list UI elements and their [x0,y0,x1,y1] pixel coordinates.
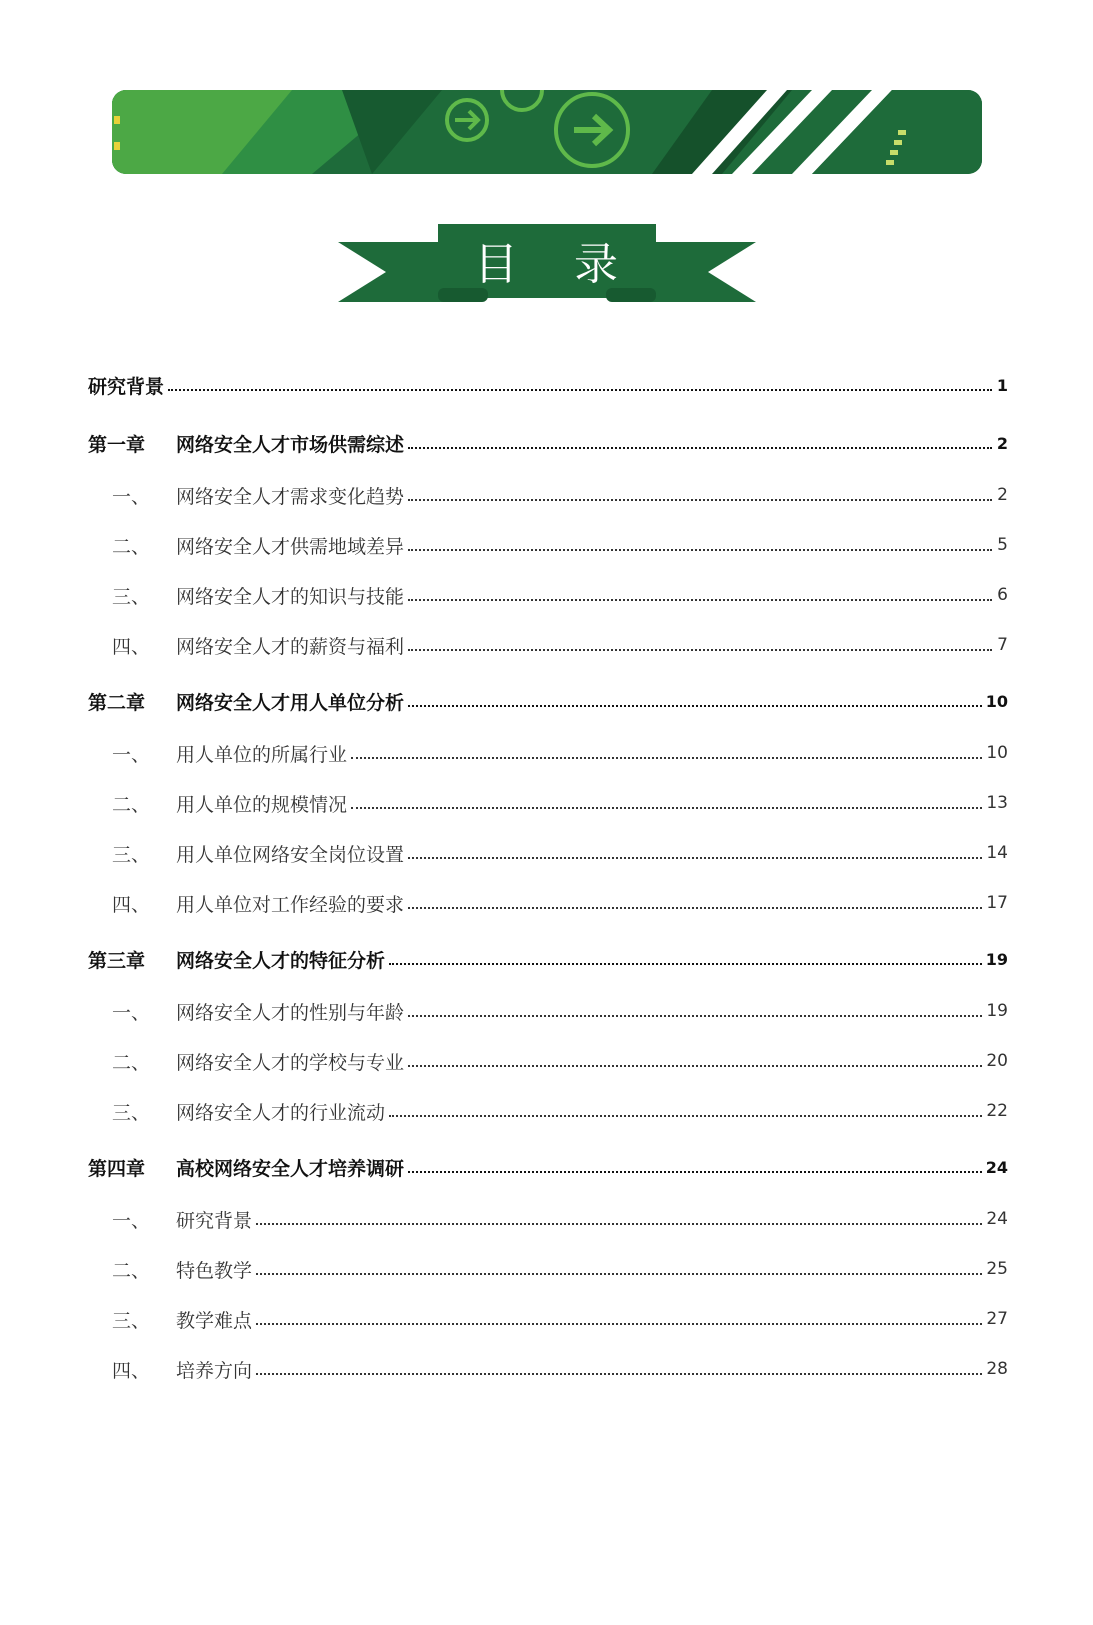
toc-entry-number: 三、 [112,585,151,608]
toc-entry-label: 教学难点 [176,1309,253,1332]
toc-entry-page: 24 [986,1209,1008,1229]
toc-entry-number: 二、 [112,535,151,558]
toc-entry-page: 5 [997,535,1008,555]
toc-entry[interactable] [88,1046,1008,1076]
toc-entry[interactable] [88,1354,1008,1384]
toc-entry[interactable] [88,686,1008,716]
toc-leader-dots [256,1273,982,1275]
toc-entry[interactable] [88,838,1008,868]
toc-entry-number: 第一章 [88,433,146,456]
toc-title-ribbon [338,224,756,312]
toc-entry-number: 二、 [112,793,151,816]
toc-entry-label: 培养方向 [176,1359,253,1382]
toc-entry-page: 1 [996,375,1008,395]
toc-entry-number: 一、 [112,1209,151,1232]
toc-entry[interactable] [88,1204,1008,1234]
toc-entry[interactable] [88,1152,1008,1182]
toc-entry-number: 四、 [112,893,151,916]
toc-entry-number: 一、 [112,485,151,508]
toc-leader-dots [408,907,982,909]
toc-entry-page: 13 [986,793,1008,813]
toc-leader-dots [408,499,992,501]
toc-entry[interactable] [88,1254,1008,1284]
toc-entry[interactable] [88,480,1008,510]
toc-entry-page: 22 [986,1101,1008,1121]
toc-entry-label: 研究背景 [176,1209,253,1232]
toc-entry[interactable] [88,788,1008,818]
toc-entry-number: 二、 [112,1051,151,1074]
toc-entry-number: 第三章 [88,949,146,972]
toc-entry-label: 网络安全人才的知识与技能 [176,585,405,608]
toc-entry-page: 14 [986,843,1008,863]
toc-entry-page: 25 [986,1259,1008,1279]
toc-leader-dots [408,1065,982,1067]
toc-entry-page: 6 [997,585,1008,605]
toc-leader-dots [256,1223,982,1225]
toc-entry[interactable] [88,530,1008,560]
toc-entry-page: 19 [986,1001,1008,1021]
toc-entry[interactable] [88,738,1008,768]
toc-entry-label: 特色教学 [176,1259,253,1282]
toc-entry-label: 用人单位的所属行业 [176,743,348,766]
toc-entry-page: 2 [996,433,1008,453]
toc-entry[interactable] [88,1304,1008,1334]
toc-entry[interactable] [88,888,1008,918]
toc-leader-dots [389,1115,982,1117]
toc-leader-dots [389,963,982,965]
toc-entry-label: 网络安全人才的特征分析 [176,949,386,972]
toc-entry-number: 三、 [112,1309,151,1332]
toc-entry-page: 24 [985,1157,1008,1177]
toc-entry-number: 一、 [112,1001,151,1024]
toc-entry-label: 网络安全人才的性别与年龄 [176,1001,405,1024]
toc-entry-page: 2 [997,485,1008,505]
toc-leader-dots [408,649,992,651]
toc-entry-page: 10 [985,691,1008,711]
toc-entry-page: 10 [986,743,1008,763]
toc-entry-number: 第二章 [88,691,146,714]
toc-leader-dots [408,599,992,601]
toc-entry-label: 网络安全人才的行业流动 [176,1101,386,1124]
toc-entry-number: 四、 [112,635,151,658]
toc-entry[interactable] [88,370,1008,400]
toc-entry-label: 网络安全人才市场供需综述 [176,433,405,456]
toc-entry-label: 用人单位的规模情况 [176,793,348,816]
toc-entry-page: 20 [986,1051,1008,1071]
toc-entry-number: 一、 [112,743,151,766]
toc-entry-number: 二、 [112,1259,151,1282]
toc-entry-page: 27 [986,1309,1008,1329]
header-banner [112,90,982,174]
toc-entry-label: 网络安全人才用人单位分析 [176,691,405,714]
toc-leader-dots [351,757,982,759]
toc-entry-number: 三、 [112,843,151,866]
toc-entry[interactable] [88,630,1008,660]
toc-entry-label: 用人单位网络安全岗位设置 [176,843,405,866]
toc-entry[interactable] [88,428,1008,458]
toc-entry-page: 17 [986,893,1008,913]
toc-entry[interactable] [88,1096,1008,1126]
toc-leader-dots [256,1323,982,1325]
toc-entry-label: 研究背景 [88,375,165,398]
toc-entry-label: 网络安全人才的学校与专业 [176,1051,405,1074]
toc-entry-page: 28 [986,1359,1008,1379]
toc-entry-number: 四、 [112,1359,151,1382]
toc-entry-page: 19 [985,949,1008,969]
toc-leader-dots [256,1373,982,1375]
toc-leader-dots [351,807,982,809]
toc-entry-label: 用人单位对工作经验的要求 [176,893,405,916]
toc-entry-label: 网络安全人才的薪资与福利 [176,635,405,658]
toc-leader-dots [168,389,992,391]
toc-entry-page: 7 [997,635,1008,655]
toc-entry-number: 三、 [112,1101,151,1124]
toc-entry[interactable] [88,944,1008,974]
toc-title-char-2: 录 [574,239,618,290]
toc-leader-dots [408,447,992,449]
toc-title-char-1: 目 [474,239,518,290]
toc-leader-dots [408,1015,982,1017]
toc-entry[interactable] [88,580,1008,610]
toc-leader-dots [408,705,982,707]
toc-entry-label: 网络安全人才需求变化趋势 [176,485,405,508]
toc-leader-dots [408,549,992,551]
toc-entry-label: 高校网络安全人才培养调研 [176,1157,405,1180]
toc-leader-dots [408,857,982,859]
toc-entry[interactable] [88,996,1008,1026]
toc-entry-number: 第四章 [88,1157,146,1180]
toc-leader-dots [408,1171,982,1173]
toc-entry-label: 网络安全人才供需地域差异 [176,535,405,558]
